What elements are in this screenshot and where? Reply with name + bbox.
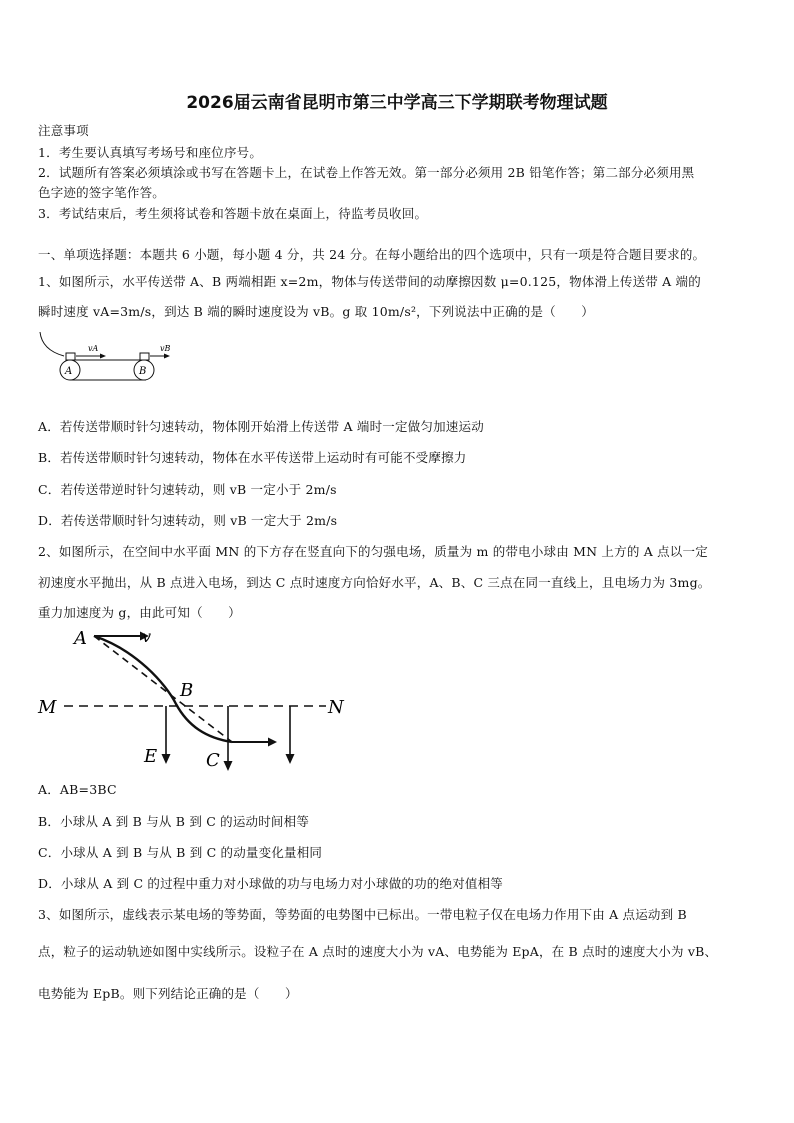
- q1-stem: 1、如图所示，水平传送带 A、B 两端相距 x=2m，物体与传送带间的动摩擦因数 μ=0.125，物体滑上传送带 A 端的: [38, 274, 701, 289]
- q1-option: A．若传送带顺时针匀速转动，物体刚开始滑上传送带 A 端时一定做匀加速运动: [38, 419, 484, 434]
- label-n: N: [328, 697, 344, 718]
- chord-abc: [94, 636, 232, 742]
- notice-item: 色字迹的签字笔作答。: [38, 185, 166, 200]
- q2-stem: 2、如图所示，在空间中水平面 MN 的下方存在竖直向下的匀强电场，质量为 m 的带电小球由 MN 上方的 A 点以一定: [38, 544, 708, 559]
- notice-heading: 注意事项: [38, 123, 89, 138]
- section-intro: 一、单项选择题：本题共 6 小题，每小题 4 分，共 24 分。在每小题给出的四个选项中，只有一项是符合题目要求的。: [38, 247, 706, 262]
- label-b: B: [139, 366, 147, 377]
- label-vb: vB: [160, 344, 171, 353]
- q2-option: A．AB=3BC: [38, 782, 117, 797]
- label-a: A: [74, 628, 87, 649]
- label-a: A: [65, 366, 73, 377]
- q1-stem: 瞬时速度 vA=3m/s，到达 B 端的瞬时速度设为 vB。g 取 10m/s²，下列说法中正确的是（ ）: [38, 304, 594, 319]
- conveyor-figure: [36, 330, 186, 382]
- block-a: [66, 353, 75, 360]
- label-c: C: [206, 750, 220, 771]
- label-m: M: [38, 697, 57, 718]
- q1-option: D．若传送带顺时针匀速转动，则 vB 一定大于 2m/s: [38, 513, 338, 528]
- field-figure: [36, 624, 356, 774]
- q2-stem: 初速度水平抛出，从 B 点进入电场，到达 C 点时速度方向恰好水平，A、B、C 三点在同一直线上，且电场力为 3mg。: [38, 575, 711, 590]
- label-va: vA: [88, 344, 99, 353]
- q1-option: C．若传送带逆时针匀速转动，则 vB 一定小于 2m/s: [38, 482, 337, 497]
- q2-option: B．小球从 A 到 B 与从 B 到 C 的运动时间相等: [38, 814, 310, 829]
- label-e: E: [144, 746, 158, 767]
- q2-option: C．小球从 A 到 B 与从 B 到 C 的动量变化量相同: [38, 845, 323, 860]
- q3-stem: 电势能为 EpB。则下列结论正确的是（ ）: [38, 986, 298, 1001]
- block-b: [140, 353, 149, 360]
- q2-option: D．小球从 A 到 C 的过程中重力对小球做的功与电场力对小球做的功的绝对值相等: [38, 876, 504, 891]
- label-b: B: [180, 680, 194, 701]
- label-v: v: [142, 627, 152, 646]
- q2-stem: 重力加速度为 g，由此可知（ ）: [38, 605, 241, 620]
- q3-stem: 3、如图所示，虚线表示某电场的等势面，等势面的电势图中已标出。一带电粒子仅在电场力作用下由 A 点运动到 B: [38, 907, 687, 922]
- notice-item: 1．考生要认真填写考场号和座位序号。: [38, 145, 263, 160]
- q3-stem: 点，粒子的运动轨迹如图中实线所示。设粒子在 A 点时的速度大小为 vA、电势能为 EpA，在 B 点时的速度大小为 vB、: [38, 944, 718, 959]
- notice-item: 2．试题所有答案必须填涂或书写在答题卡上，在试卷上作答无效。第一部分必须用 2B 铅笔作答；第二部分必须用黑: [38, 165, 695, 180]
- page-title: 2026届云南省昆明市第三中学高三下学期联考物理试题: [186, 93, 608, 113]
- notice-item: 3．考试结束后，考生须将试卷和答题卡放在桌面上，待监考员收回。: [38, 206, 428, 221]
- q1-option: B．若传送带顺时针匀速转动，物体在水平传送带上运动时有可能不受摩擦力: [38, 450, 467, 465]
